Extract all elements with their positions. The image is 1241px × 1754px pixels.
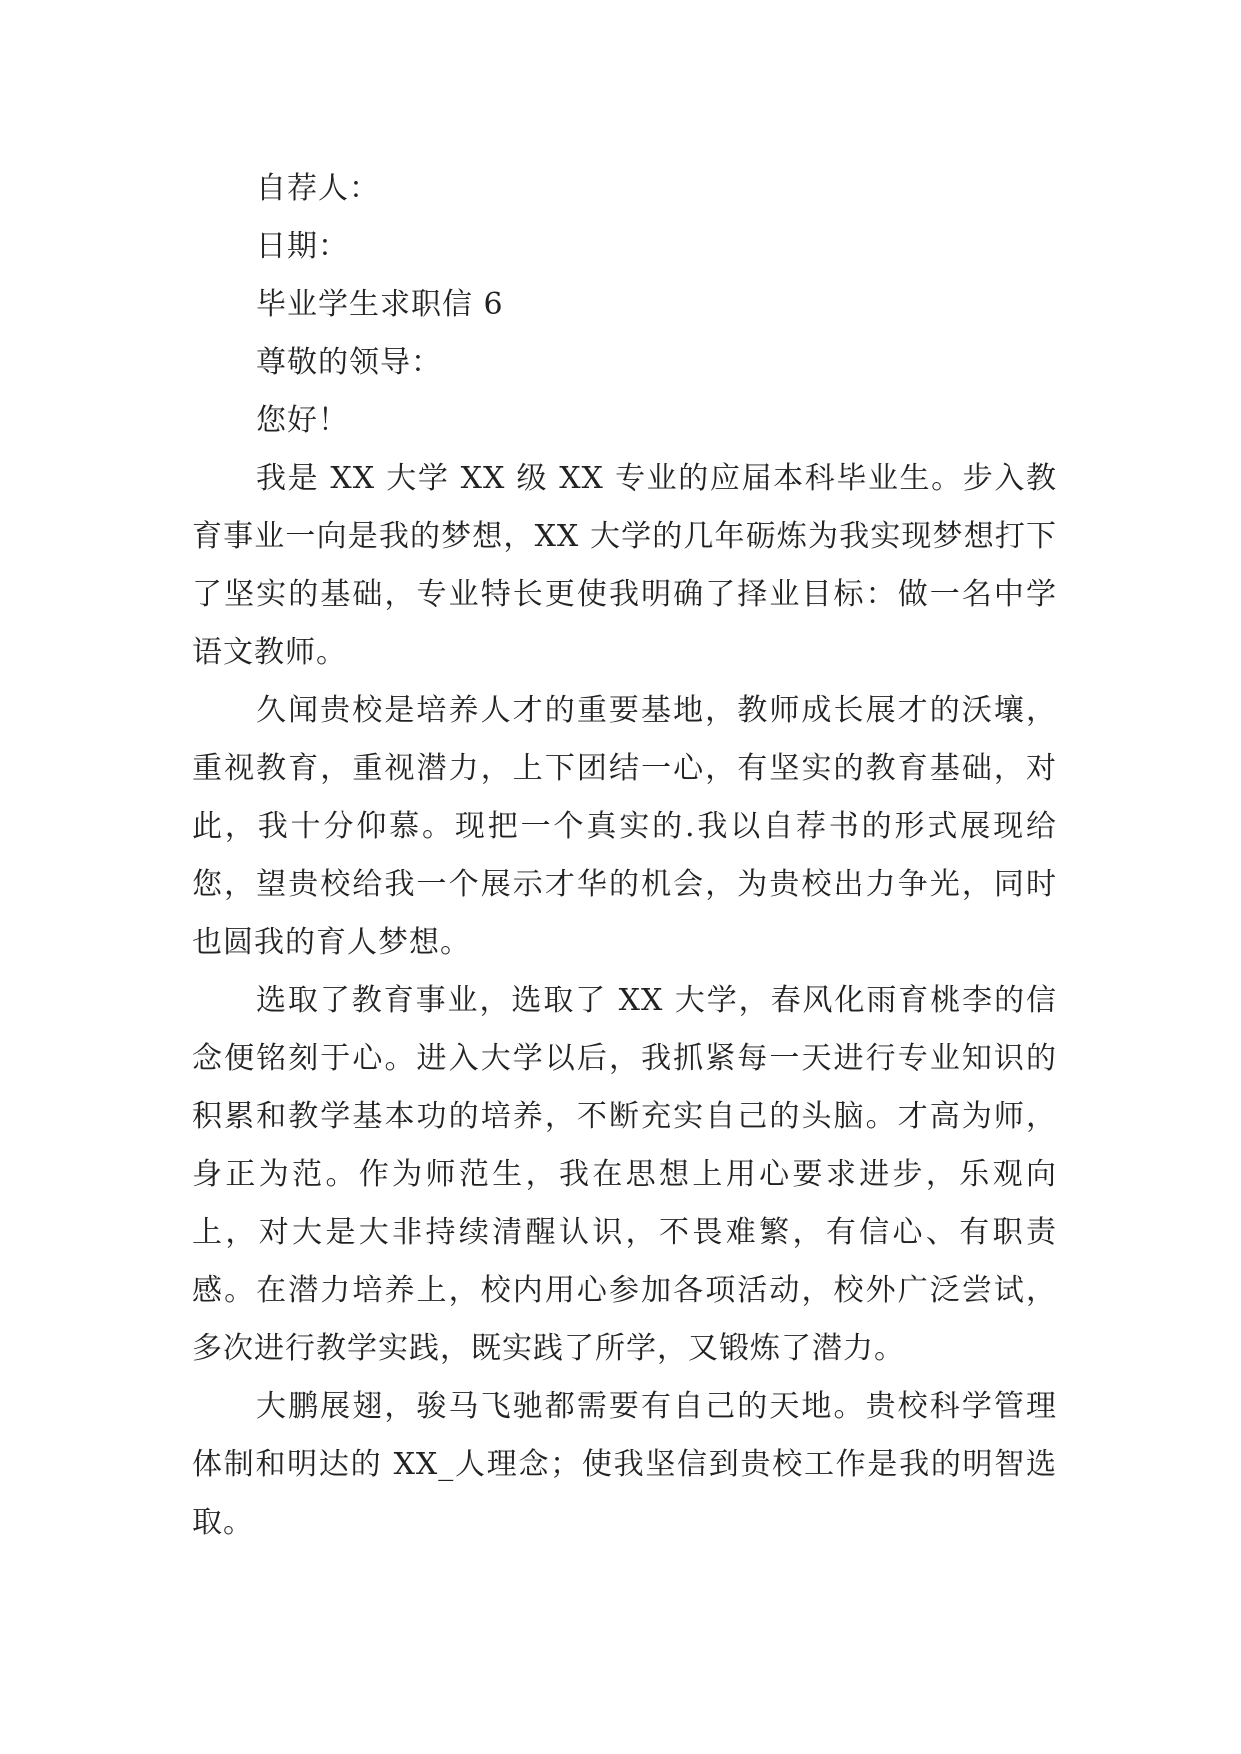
greeting: 您好！: [256, 403, 349, 438]
paragraph-admiration: 久闻贵校是培养人才的重要基地，教师成长展才的沃壤，重视教育，重视潜力，上下团结一心，有坚实的教育基础，对此，我十分仰慕。现把一个真实的.我以自荐书的形式展现给您，望贵校给我一个展示才华的机会，为贵校出力争光，同时也圆我的育人梦想。: [192, 693, 1057, 960]
letter-title: 毕业学生求职信 6: [256, 287, 504, 322]
paragraph-experience: 选取了教育事业，选取了 XX 大学，春风化雨育桃李的信念便铭刻于心。进入大学以后，我抓紧每一天进行专业知识的积累和教学基本功的培养，不断充实自己的头脑。才高为师，身正为范。作为师范生，我在思想上用心要求进步，乐观向上，对大是大非持续清醒认识，不畏难繁，有信心、有职责感。在潜力培养上，校内用心参加各项活动，校外广泛尝试，多次进行教学实践，既实践了所学，又锻炼了潜力。: [192, 983, 1057, 1366]
salutation: 尊敬的领导：: [256, 345, 442, 380]
self-recommender-line: 自荐人：: [256, 171, 380, 206]
paragraph-introduction: 我是 XX 大学 XX 级 XX 专业的应届本科毕业生。步入教育事业一向是我的梦想，XX 大学的几年砺炼为我实现梦想打下了坚实的基础，专业特长更使我明确了择业目标：做一名中学语文教师。: [192, 461, 1057, 670]
paragraph-conclusion: 大鹏展翅，骏马飞驰都需要有自己的天地。贵校科学管理体制和明达的 XX_人理念；使我坚信到贵校工作是我的明智选取。: [192, 1389, 1057, 1540]
date-line: 日期：: [256, 229, 349, 264]
document-body: [192, 160, 1057, 1552]
